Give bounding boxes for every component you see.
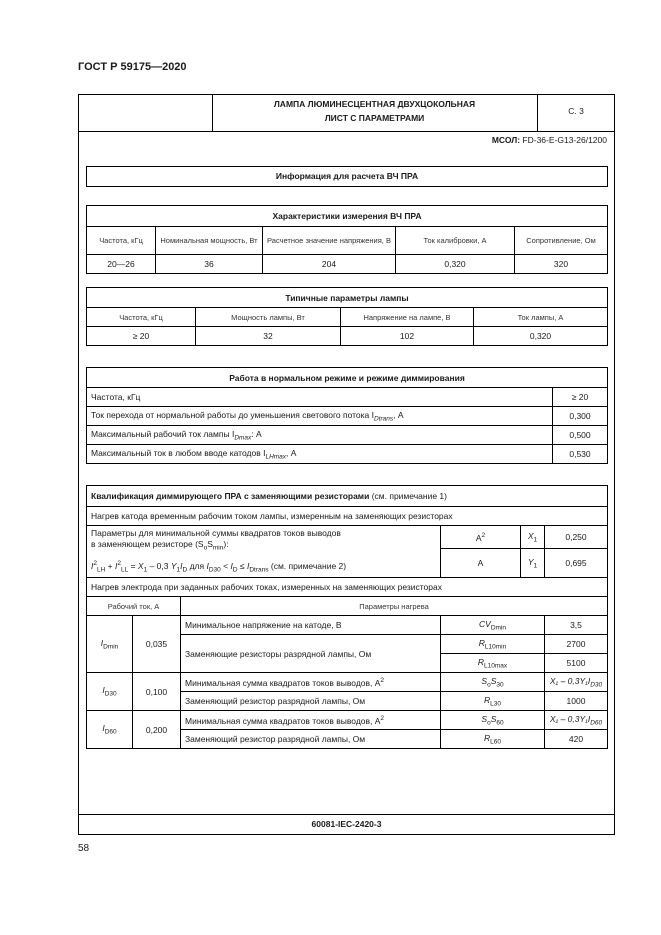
group-idmin-sub: Dmin xyxy=(103,643,119,651)
qual-param-line2-sub: o xyxy=(203,544,208,552)
typ-header-freq: Частота, кГц xyxy=(87,308,196,327)
qual-param-line2-mid: S xyxy=(207,539,213,549)
mcol-label: МСОЛ: xyxy=(491,135,521,145)
meas-value-voltage: 204 xyxy=(263,255,396,274)
mcol-value: FD-36-E-G13-26/1200 xyxy=(522,135,607,145)
group-id30-row1-text: Минимальная сумма квадратов токов выводов, А xyxy=(185,677,381,688)
typ-value-freq: ≥ 20 xyxy=(87,327,196,346)
qual-x1-label: X xyxy=(527,530,534,541)
group-idmin-row2-symbol xyxy=(441,635,545,654)
group-id60-row1-sym: S xyxy=(481,713,488,724)
group-id30-row2-value: 1000 xyxy=(545,692,608,711)
group-id60-row1-sub2: 60 xyxy=(496,719,504,727)
qual-x1: $X_1$ xyxy=(521,526,545,549)
group-id30-row1-label: Минимальная сумма квадратов токов выводов, $А^2$ xyxy=(181,673,441,692)
group-id30-row1-sub: o xyxy=(487,681,491,689)
group-idmin-row1-sub: Dmin xyxy=(490,624,506,632)
meas-value-current: 0,320 xyxy=(396,255,515,274)
group-id60-sub: D60 xyxy=(104,729,117,737)
qual-electrode-heating: Нагрев электрода при заданных рабочих токах, измеренных на заменяющих резисторах xyxy=(87,578,608,597)
mcol-code xyxy=(400,135,607,146)
group-id30-row1-sym: S xyxy=(481,675,488,686)
typ-value-current: 0,320 xyxy=(474,327,608,346)
qual-param-line2 xyxy=(91,539,436,554)
group-id60-row1-val: X₁ – 0,3Y₁I xyxy=(549,713,591,724)
meas-value-resistance: 320 xyxy=(515,255,608,274)
typ-header-current: Ток лампы, А xyxy=(474,308,608,327)
mode-row-cathode-value: 0,530 xyxy=(553,445,608,464)
qual-x1-value: 0,250 xyxy=(545,526,608,549)
group-idmin-value: 0,035 xyxy=(133,616,181,673)
mode-row-cathode-suffix: , А xyxy=(286,447,297,458)
group-id30-sym: I xyxy=(102,685,105,696)
qual-param-line2-end: ): xyxy=(223,539,229,549)
qual-y1-value: 0,695 xyxy=(545,548,608,577)
group-id30-row1-sub2: 30 xyxy=(496,681,504,689)
typical-params-table xyxy=(86,287,608,346)
qual-title xyxy=(87,486,608,507)
group-idmin-row1-symbol xyxy=(441,616,545,635)
mode-row-frequency-value: ≥ 20 xyxy=(553,388,608,407)
mode-row-frequency-label: Частота, кГц xyxy=(87,388,553,407)
typ-header-voltage: Напряжение на лампе, В xyxy=(341,308,474,327)
group-id60-row1-sub: o xyxy=(487,719,491,727)
group-id60-row1-sym2: S xyxy=(490,713,497,724)
group-id60-row2-label: Заменяющий резистор разрядной лампы, Ом xyxy=(181,730,441,749)
qual-param-line2-sub2: min xyxy=(212,544,224,552)
group-id30-row1-valsub: D30 xyxy=(590,681,603,689)
qual-header-current: Рабочий ток, А xyxy=(87,597,181,616)
group-id30-symbol xyxy=(87,673,133,711)
group-id60-row2-value: 420 xyxy=(545,730,608,749)
group-id30-row1-sym2: S xyxy=(490,675,497,686)
group-id30-row2-label: Заменяющий резистор разрядной лампы, Ом xyxy=(181,692,441,711)
mode-row-max-suffix: : А xyxy=(251,428,262,439)
group-id60-row1-text: Минимальная сумма квадратов токов выводов, А xyxy=(185,715,381,726)
qual-param-line1: Параметры для минимальной суммы квадратов токов выводов xyxy=(91,528,341,538)
group-id60-row2-symbol xyxy=(441,730,545,749)
mode-row-max-current xyxy=(87,426,553,445)
group-id30-row2-sym: R xyxy=(484,694,491,705)
mode-title: Работа в нормальном режиме и режиме диммирования xyxy=(87,368,608,388)
qualification-table xyxy=(86,485,608,749)
page-number: 58 xyxy=(78,843,90,854)
group-idmin-row3-sym: R xyxy=(477,656,484,667)
qual-title-bold: Квалификация диммирующего ПРА с заменяющими резисторами xyxy=(91,491,370,501)
group-id60-sym: I xyxy=(102,723,105,734)
group-idmin-row1-value: 3,5 xyxy=(545,616,608,635)
standard-number: ГОСТ Р 59175—2020 xyxy=(78,61,187,73)
meas-header-voltage: Расчетное значение напряжения, В xyxy=(263,227,396,255)
footer-code: 60081-IEC-2420-3 xyxy=(311,819,382,829)
meas-value-freq: 20—26 xyxy=(87,255,156,274)
mode-row-cathode-label: Максимальный ток в любом вводе катодов I xyxy=(91,447,266,458)
meas-header-power: Номинальная мощность, Вт xyxy=(156,227,263,255)
group-id30-row2-sub: L30 xyxy=(490,700,501,708)
qual-header-params: Параметры нагрева xyxy=(181,597,608,616)
group-idmin-row3-value: 5100 xyxy=(545,654,608,673)
group-id30-row1-symbol xyxy=(441,673,545,692)
mode-row-cathode-current xyxy=(87,445,553,464)
meas-header-resistance: Сопротивление, Ом xyxy=(515,227,608,255)
group-id30-sub: D30 xyxy=(104,691,117,699)
qual-formula-tail: (см. примечание 2) xyxy=(270,560,347,571)
qual-a2-label: A xyxy=(475,532,482,543)
mode-row-max-value: 0,500 xyxy=(553,426,608,445)
qual-y1: $Y_1$ xyxy=(521,548,545,577)
group-id60-row1-value xyxy=(545,711,608,730)
mode-row-max-label: Максимальный рабочий ток лампы I xyxy=(91,428,235,439)
mode-row-transition-current xyxy=(87,407,553,426)
qual-y1-label: Y xyxy=(527,556,534,567)
typ-value-voltage: 102 xyxy=(341,327,474,346)
measurement-table xyxy=(86,205,608,274)
qual-title-note: (см. примечание 1) xyxy=(371,491,447,501)
mode-row-cathode-sub: LHmax xyxy=(265,453,287,461)
group-idmin-symbol xyxy=(87,616,133,673)
mode-row-max-sub: Dmax xyxy=(234,434,252,442)
qual-param-text xyxy=(87,526,441,578)
typ-value-power: 32 xyxy=(196,327,341,346)
mode-row-transition-sub: Dtrans xyxy=(374,415,394,423)
group-idmin-row1-sym: CV xyxy=(479,618,491,629)
group-id30-row2-symbol xyxy=(441,692,545,711)
mode-row-transition-suffix: , А xyxy=(393,409,404,420)
sheet-title-line2: ЛИСТ С ПАРАМЕТРАМИ xyxy=(324,113,425,123)
group-id60-symbol xyxy=(87,711,133,749)
group-id60-row2-sym: R xyxy=(484,732,491,743)
group-id30-row1-value xyxy=(545,673,608,692)
group-idmin-sym: I xyxy=(100,637,104,648)
qual-a2: $A^2$ xyxy=(441,526,521,549)
measurement-title: Характеристики измерения ВЧ ПРА xyxy=(87,206,608,227)
group-id60-row1-valsub: D60 xyxy=(590,719,603,727)
mode-row-transition-value: 0,300 xyxy=(553,407,608,426)
mode-row-transition-label: Ток перехода от нормальной работы до уменьшения светового потока I xyxy=(91,409,375,420)
qual-cathode-heating: Нагрев катода временным рабочим током лампы, измеренным на заменяющих резисторах xyxy=(87,507,608,526)
group-idmin-row2-label: Заменяющие резисторы разрядной лампы, Ом xyxy=(181,635,441,673)
group-id60-value: 0,200 xyxy=(133,711,181,749)
group-id30-value: 0,100 xyxy=(133,673,181,711)
typ-header-power: Мощность лампы, Вт xyxy=(196,308,341,327)
group-idmin-row3-sub: L10max xyxy=(484,662,508,670)
group-id60-row1-symbol xyxy=(441,711,545,730)
title-bottom-line xyxy=(78,131,615,132)
footer-line xyxy=(78,814,615,815)
group-idmin-row2-value: 2700 xyxy=(545,635,608,654)
meas-value-power: 36 xyxy=(156,255,263,274)
group-idmin-row1-label: Минимальное напряжение на катоде, В xyxy=(181,616,441,635)
typical-title: Типичные параметры лампы xyxy=(87,288,608,308)
sheet-number: С. 3 xyxy=(568,106,584,116)
group-id60-row2-sub: L60 xyxy=(490,738,501,746)
operating-mode-table xyxy=(86,367,608,464)
meas-header-freq: Частота, кГц xyxy=(87,227,156,255)
group-idmin-row2-sub: L10min xyxy=(484,643,507,651)
qual-formula: $I^2_{LH} + I^2_{LL} = X_1 - 0,3$ $Y_1I_D$ для $I_{D30} < I_D \le I_{Dtrans}$ (см. примечание 2) xyxy=(91,559,347,574)
group-id30-row1-val: X₁ – 0,3Y₁I xyxy=(549,675,591,686)
qual-a: A xyxy=(441,548,521,577)
group-idmin-row2-sym: R xyxy=(478,637,485,648)
qual-param-line2-text: в заменяющем резисторе (S xyxy=(91,539,204,549)
group-id60-row1-label: Минимальная сумма квадратов токов выводов, $А^2$ xyxy=(181,711,441,730)
group-idmin-row3-symbol xyxy=(441,654,545,673)
meas-header-current: Ток калибровки, А xyxy=(396,227,515,255)
sheet-title-line1: ЛАМПА ЛЮМИНЕСЦЕНТНАЯ ДВУХЦОКОЛЬНАЯ xyxy=(273,99,476,109)
info-header: Информация для расчета ВЧ ПРА xyxy=(275,171,419,181)
